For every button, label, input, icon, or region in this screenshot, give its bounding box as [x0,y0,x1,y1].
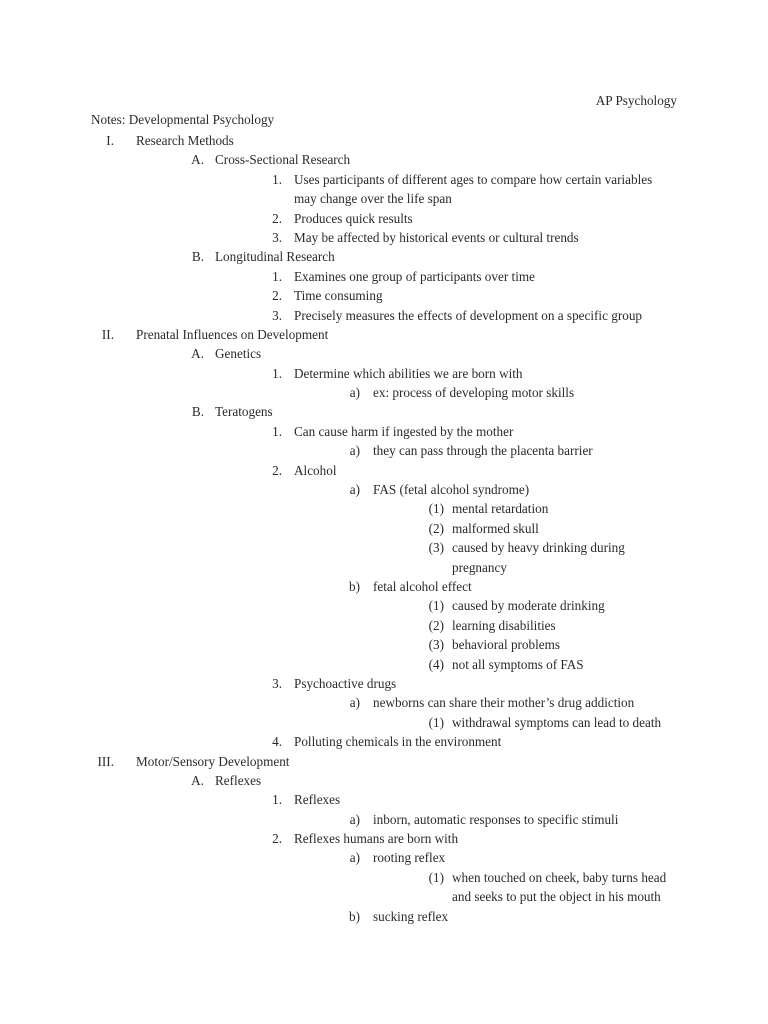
outline-marker: A. [191,152,204,168]
outline-item-level-2 [0,344,768,363]
outline-marker: 2. [272,210,282,226]
outline-item-level-1 [0,131,768,150]
outline-text: rooting reflex [373,850,446,866]
outline-marker: a) [349,811,360,827]
outline-marker: 1. [272,171,282,187]
outline-marker: 1. [272,365,282,381]
outline-marker: (1) [428,501,444,517]
outline-marker: (1) [428,714,444,730]
outline-text: when touched on cheek, baby turns head [452,869,667,885]
outline-marker: 1. [272,792,282,808]
outline-text: they can pass through the placenta barrier [373,443,593,459]
outline-item-level-3 [0,732,768,751]
outline-text: newborns can share their mother’s drug addiction [373,695,635,711]
outline-marker: B. [191,404,204,420]
outline-text: Can cause harm if ingested by the mother [294,423,514,439]
outline-line-continuation [0,887,768,906]
outline-item-level-5 [0,519,768,538]
outline-item-level-4 [0,383,768,402]
outline-marker: 1. [272,423,282,439]
outline-text: Cross-Sectional Research [215,152,351,168]
outline-text: caused by heavy drinking during [452,540,625,556]
outline-marker: (3) [428,637,444,653]
outline-marker: 3. [272,307,282,323]
outline-item-level-3 [0,674,768,693]
outline-item-level-2 [0,771,768,790]
outline-item-level-4 [0,848,768,867]
outline-item-level-3 [0,829,768,848]
outline-item-level-3 [0,267,768,286]
outline-marker: A. [191,346,204,362]
outline-text: FAS (fetal alcohol syndrome) [373,482,530,498]
outline-text: Produces quick results [294,210,413,226]
outline [0,131,768,926]
outline-text: caused by moderate drinking [452,598,605,614]
outline-text: withdrawal symptoms can lead to death [452,714,662,730]
outline-marker: (2) [428,520,444,536]
outline-text: and seeks to put the object in his mouth [452,889,661,905]
outline-text: Reflexes humans are born with [294,831,459,847]
outline-item-level-5 [0,868,768,887]
outline-item-level-5 [0,538,768,557]
outline-text: may change over the life span [294,191,452,207]
outline-text: malformed skull [452,520,539,536]
outline-text: Polluting chemicals in the environment [294,734,502,750]
outline-text: Psychoactive drugs [294,675,397,691]
outline-item-level-3 [0,170,768,189]
outline-marker: (4) [428,656,444,672]
outline-text: May be affected by historical events or cultural trends [294,229,579,245]
outline-marker: a) [349,695,360,711]
outline-line-continuation [0,558,768,577]
outline-item-level-3 [0,790,768,809]
outline-marker: b) [349,908,360,924]
outline-item-level-4 [0,480,768,499]
outline-marker: 3. [272,229,282,245]
outline-item-level-3 [0,228,768,247]
outline-text: Teratogens [215,404,273,420]
outline-marker: III. [97,753,114,769]
outline-marker: A. [191,772,204,788]
outline-item-level-3 [0,209,768,228]
outline-marker: 3. [272,675,282,691]
outline-item-level-4 [0,810,768,829]
outline-text: fetal alcohol effect [373,578,472,594]
outline-text: Reflexes [294,792,341,808]
outline-item-level-4 [0,441,768,460]
outline-line-continuation [0,189,768,208]
outline-item-level-5 [0,499,768,518]
outline-item-level-2 [0,150,768,169]
outline-text: Genetics [215,346,262,362]
outline-item-level-2 [0,402,768,421]
outline-text: behavioral problems [452,637,561,653]
outline-text: Reflexes [215,772,262,788]
outline-marker: 4. [272,734,282,750]
outline-item-level-3 [0,286,768,305]
outline-text: Uses participants of different ages to compare how certain variables [294,171,653,187]
outline-marker: (1) [428,869,444,885]
outline-item-level-5 [0,713,768,732]
outline-item-level-1 [0,752,768,771]
outline-marker: b) [349,578,360,594]
outline-text: Examines one group of participants over time [294,268,535,284]
outline-marker: (3) [428,540,444,556]
outline-text: Prenatal Influences on Development [136,326,329,342]
outline-item-level-2 [0,247,768,266]
outline-marker: 1. [272,268,282,284]
outline-item-level-4 [0,693,768,712]
outline-text: Determine which abilities we are born with [294,365,523,381]
outline-text: Precisely measures the effects of development on a specific group [294,307,643,323]
outline-item-level-4 [0,577,768,596]
outline-item-level-4 [0,907,768,926]
outline-marker: a) [349,443,360,459]
outline-item-level-1 [0,325,768,344]
outline-item-level-3 [0,364,768,383]
outline-marker: a) [349,385,360,401]
outline-marker: 2. [272,462,282,478]
outline-item-level-5 [0,635,768,654]
page-title: Notes: Developmental Psychology [91,112,275,127]
outline-item-level-5 [0,655,768,674]
outline-marker: 2. [272,831,282,847]
outline-marker: II. [101,326,114,342]
outline-text: Longitudinal Research [215,249,335,265]
outline-marker: (2) [428,617,444,633]
outline-marker: a) [349,850,360,866]
outline-text: Time consuming [294,288,383,304]
outline-text: inborn, automatic responses to specific stimuli [373,811,619,827]
outline-text: learning disabilities [452,617,556,633]
outline-marker: a) [349,482,360,498]
outline-text: mental retardation [452,501,549,517]
outline-text: pregnancy [452,559,507,575]
outline-item-level-3 [0,461,768,480]
outline-marker: I. [106,133,114,148]
outline-item-level-5 [0,596,768,615]
outline-text: sucking reflex [373,908,449,924]
outline-marker: (1) [428,598,444,614]
course-name: AP Psychology [595,93,677,108]
outline-item-level-3 [0,422,768,441]
outline-marker: 2. [272,288,282,304]
outline-text: Motor/Sensory Development [136,753,290,769]
outline-text: not all symptoms of FAS [452,656,584,672]
outline-marker: B. [191,249,204,265]
outline-item-level-5 [0,616,768,635]
outline-item-level-3 [0,306,768,325]
outline-text: Research Methods [136,133,234,148]
outline-text: ex: process of developing motor skills [373,385,575,401]
outline-text: Alcohol [294,462,337,478]
